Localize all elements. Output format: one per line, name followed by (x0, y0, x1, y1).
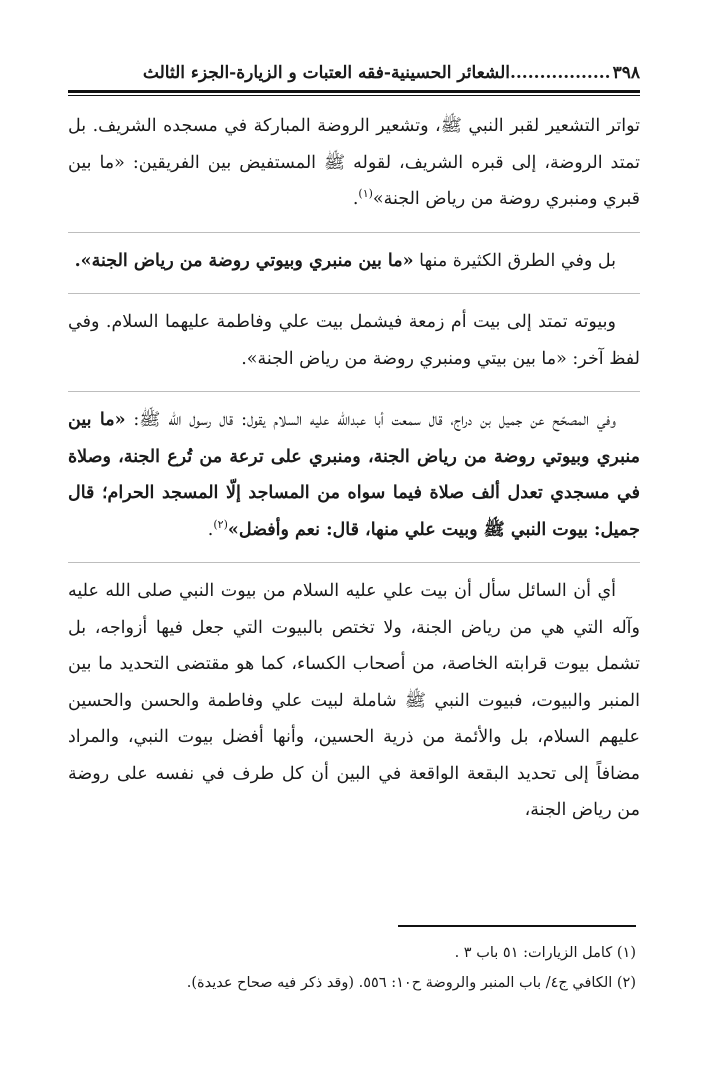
paragraph-3-text: وبيوته تمتد إلى بيت أم زمعة فيشمل بيت علي وفاطمة عليهما السلام. وفي لفظ آخر: «ما بين بيتي ومنبري روضة من رياض الجنة». (68, 312, 640, 369)
running-header (68, 58, 640, 88)
footnote-ref-1[interactable]: (١) (358, 187, 373, 201)
paragraph-2-quote: «ما بين منبري وبيوتي روضة من رياض الجنة». (74, 250, 414, 271)
footnotes (68, 938, 636, 998)
footnote-ref-2[interactable]: (٢) (213, 517, 228, 531)
header-title: .................الشعائر الحسينية-فقه العتبات و الزيارة-الجزء الثالث (142, 63, 611, 83)
paragraph-2 (68, 232, 640, 280)
page-number: ٣٩٨ (612, 63, 640, 83)
footnote-1: (١) كامل الزيارات: ٥١ باب ٣ . (454, 945, 636, 961)
paragraph-1-text: تواتر التشعير لقبر النبي ﷺ، وتشعير الروضة المباركة في مسجده الشريف. بل تمتد الروضة، إلى قبره الشريف، لقوله ﷺ المستفيض بين الفريقين: «ما بين قبري ومنبري روضة من رياض الجنة» (68, 116, 640, 209)
paragraph-4-quote: «ما بين منبري وبيوتي روضة من رياض الجنة، ومنبري على ترعة من تُرع الجنة، وصلاة في مسجدي تعدل ألف صلاة فيما سواه من المساجد إلّا المسجد الحرام؛ قال جميل: بيوت النبي ﷺ وبيت علي منها، قال: نعم وأفضل» (68, 410, 640, 540)
paragraph-5-text: أي أن السائل سأل أن بيت علي عليه السلام من بيوت النبي صلى الله عليه وآله التي هي من رياض الجنة، ولا تختص بالبيوت التي جعل فيها أزواجه، بل تشمل بيوت قرابته الخاصة، من أصحاب الكساء، كما هو مقتضى التحديد ما بين المنبر والبيوت، فبيوت النبي ﷺ شاملة لبيت علي وفاطمة والحسن والحسين عليهم السلام، بل والأئمة من ذرية الحسين، وأنها أفضل بيوت النبي، والمراد مضافاً إلى تحديد البقعة الواقعة في البين أن كل طرف في نفسه على روضة من رياض الجنة، (68, 581, 640, 820)
header-rule-thin (68, 95, 640, 96)
paragraph-4 (68, 391, 640, 548)
footnote-separator (398, 925, 636, 927)
paragraph-4-end: . (207, 519, 214, 540)
main-text (68, 108, 640, 843)
header-rule (68, 90, 640, 93)
paragraph-1-end: . (352, 189, 359, 209)
paragraph-2-intro: بل وفي الطرق الكثيرة منها (413, 250, 616, 271)
paragraph-4-intro: وفي المصحّح عن جميل بن دراج، قال سمعت أبا عبدالله عليه السلام يقول: قال رسول الله ﷺ: (125, 410, 617, 430)
paragraph-3 (68, 293, 640, 377)
footnote-2: (٢) الكافي ج٤/ باب المنبر والروضة ح١٠: ٥٥٦. (وقد ذكر فيه صحاح عديدة). (186, 975, 636, 991)
paragraph-1 (68, 108, 640, 218)
paragraph-5 (68, 562, 640, 829)
